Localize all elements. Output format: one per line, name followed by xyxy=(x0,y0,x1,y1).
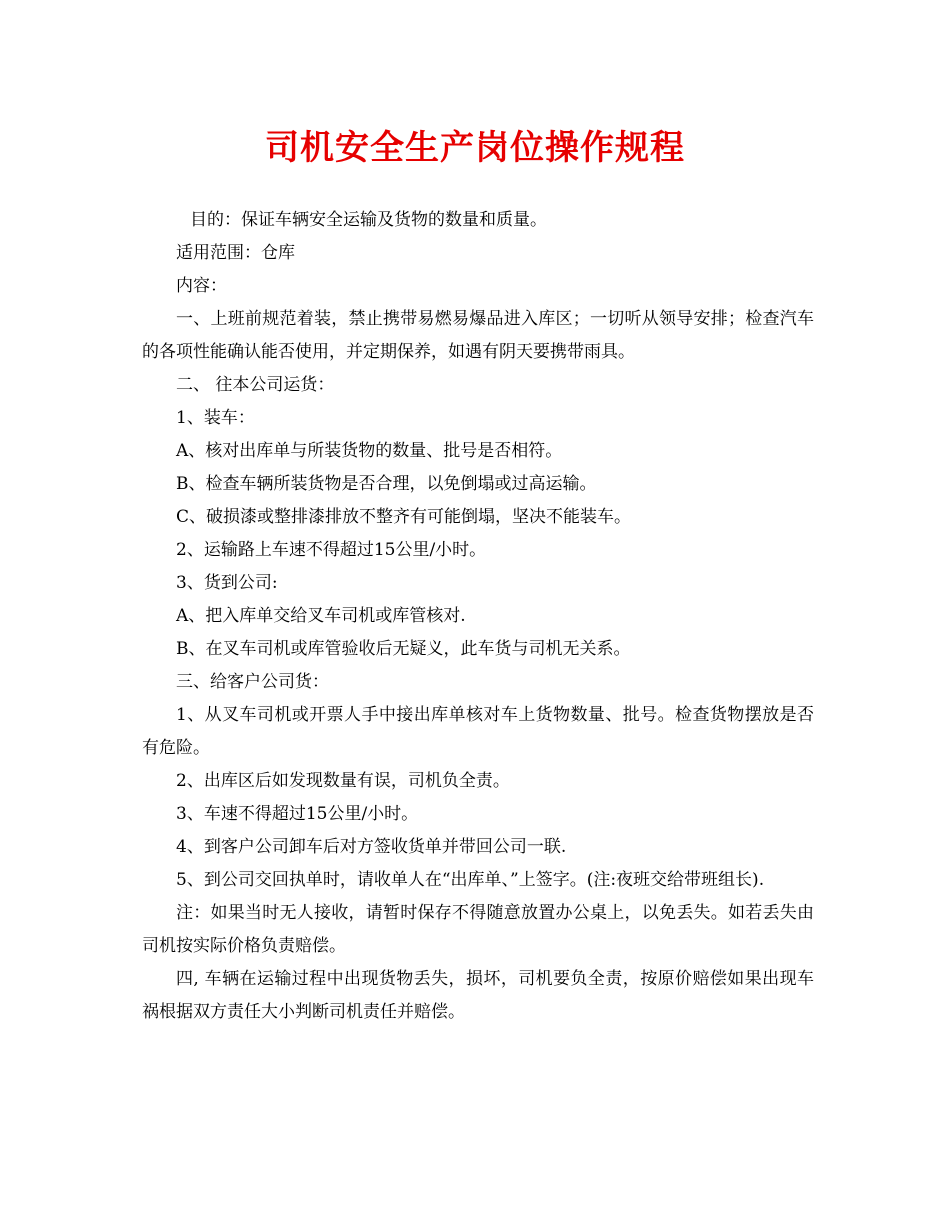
paragraph-item-speed: 2、运输路上车速不得超过15公里/小时。 xyxy=(176,540,487,560)
paragraph-item-a: A、核对出库单与所装货物的数量、批号是否相符。 xyxy=(176,441,563,461)
paragraph-customer-2: 2、出库区后如发现数量有误，司机负全责。 xyxy=(176,771,510,791)
paragraph-item-arrival-a: A、把入库单交给叉车司机或库管核对. xyxy=(176,606,466,626)
paragraph-customer-4: 4、到客户公司卸车后对方签收货单并带回公司一联. xyxy=(176,837,567,857)
paragraph-customer-1: 1、从叉车司机或开票人手中接出库单核对车上货物数量、批号。检查货物摆放是否有危险。 xyxy=(142,705,814,758)
paragraph-section-3-heading: 三、给客户公司货： xyxy=(176,672,329,692)
document-body xyxy=(142,204,814,1029)
paragraph-item-c: C、破损漆或整排漆排放不整齐有可能倒塌，坚决不能装车。 xyxy=(176,507,632,527)
paragraph-content-heading: 内容： xyxy=(176,276,227,296)
document-title: 司机安全生产岗位操作规程 xyxy=(265,128,685,168)
paragraph-customer-3: 3、车速不得超过15公里/小时。 xyxy=(176,804,419,824)
paragraph-scope: 适用范围：仓库 xyxy=(176,243,295,263)
paragraph-section-1: 一、上班前规范着装，禁止携带易燃易爆品进入库区；一切听从领导安排；检查汽车的各项性能确认能否使用，并定期保养，如遇有阴天要携带雨具。 xyxy=(142,309,814,362)
paragraph-item-arrival: 3、货到公司: xyxy=(176,573,278,593)
paragraph-customer-5: 5、到公司交回执单时，请收单人在“出库单、”上签字。(注:夜班交给带班组长). xyxy=(176,870,765,890)
paragraph-item-arrival-b: B、在叉车司机或库管验收后无疑义，此车货与司机无关系。 xyxy=(176,639,631,659)
paragraph-item-b: B、检查车辆所装货物是否合理，以免倒塌或过高运输。 xyxy=(176,474,597,494)
paragraph-section-2-heading: 二、 往本公司运货： xyxy=(176,375,335,395)
paragraph-item-loading: 1、装车： xyxy=(176,408,255,428)
paragraph-purpose: 目的：保证车辆安全运输及货物的数量和质量。 xyxy=(190,210,547,230)
paragraph-section-4: 四, 车辆在运输过程中出现货物丢失，损坏，司机要负全责，按原价赔偿如果出现车祸根据双方责任大小判断司机责任并赔偿。 xyxy=(142,969,814,1022)
paragraph-note: 注：如果当时无人接收，请暂时保存不得随意放置办公桌上，以免丢失。如若丢失由司机按实际价格负责赔偿。 xyxy=(142,903,814,956)
